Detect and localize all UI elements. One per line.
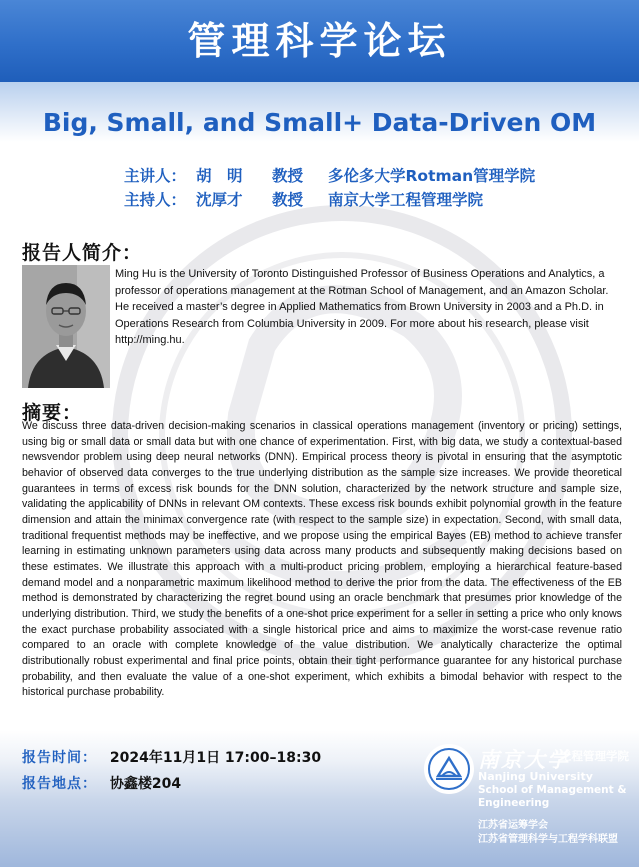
time-row (22, 747, 321, 767)
time-value: 2024年11月1日 17:00–18:30 (109, 750, 322, 766)
speaker-row (124, 164, 535, 188)
logo-university-cn: 南京大学 (478, 747, 570, 772)
speaker-title: 教授 (272, 167, 304, 185)
speaker-block (124, 164, 535, 212)
place-label: 报告地点： (22, 776, 97, 792)
co-organizer-2: 江苏省管理科学与工程学科联盟 (478, 834, 618, 845)
forum-title: 管理科学论坛 (187, 17, 452, 63)
portrait-icon (22, 265, 110, 388)
bio-text: Ming Hu is the University of Toronto Distinguished Professor of Business Operations and Analytics, a professor of operations management at the Rotman School of Management, and an Amazon Scholar. He received a master’s degree in Applied Mathematics from Brown University in 2003 and a Ph.D. in Operations Research from Columbia University in 2009. For more about his research, please visit http://ming.hu. (115, 268, 609, 346)
speaker-name: 胡 明 (196, 167, 243, 185)
place-value: 协鑫楼204 (109, 776, 182, 792)
logo-school-cn: 工程管理学院 (560, 749, 629, 763)
host-name: 沈厚才 (196, 191, 243, 209)
bio-heading: 报告人简介： (22, 242, 143, 264)
speaker-role: 主讲人： (124, 167, 187, 185)
speaker-photo (22, 265, 110, 388)
host-title: 教授 (272, 191, 304, 209)
university-logo-icon (422, 742, 476, 796)
logo-school-en: School of Management & Engineering (478, 784, 627, 809)
talk-title: Big, Small, and Small+ Data-Driven OM (42, 108, 597, 137)
abstract-heading: 摘要： (22, 402, 83, 424)
host-affiliation: 南京大学工程管理学院 (328, 191, 484, 209)
co-organizer-1: 江苏省运筹学会 (478, 820, 548, 831)
host-row (124, 188, 535, 212)
header-banner (0, 0, 639, 82)
place-row (22, 773, 181, 793)
logo-university-en: Nanjing University (478, 770, 593, 783)
host-role: 主持人： (124, 191, 187, 209)
abstract-text: We discuss three data-driven decision-making scenarios in classical operations management (inventory or pricing) settings, using big or small data or small data but with one chance of experimentation. First, with big data, we study a contextual-based newsvendor problem using deep neural networks (DNN). Empirical process theory is pivotal in ensuring that the asymptotic behavior of observed data converges to the true underlying distribution as the sample size increases. We provide theoretical guarantees in terms of excess risk bounds for the DNN solution, characterized by the network structure and sample size, validating the applicability of DNNs in relevant OM contexts. These excess risk bounds exhibit polynomial growth in the feature dimension and attain the minimax convergence rate (with respect to the sample size) in expectation. Second, with small data, traditional frequentist methods may be ineffective, and we propose using the empirical Bayes (EB) method to achieve transfer learning in estimating unknown parameters using data across many products and subsequently making decisions based on these estimates. We illustrate this approach with a multi-product pricing problem, employing a hierarchical feature-based demand model and a nonparametric maximum likelihood method to derive the prior from the data. The effectiveness of the EB method is demonstrated by characterizing the regret bound using an oracle benchmark that presumes prior knowledge of the underlying distribution. Third, we study the benefits of a one-shot price experiment for a seller in setting a price who only knows the exact purchase probability associated with a single historical price and aims to maximize the worst-case revenue ratio compared to an oracle with complete knowledge of the value distribution. We analytically characterize the optimal distributionally robust experimental and final price points, obtain their tight performance guarantee for any historical purchase probability, and then evaluate the value of a one-shot experiment, which exhibits a bimodal behavior with respect to the historical purchase probability. (22, 420, 622, 699)
time-label: 报告时间： (22, 750, 97, 766)
speaker-affiliation: 多伦多大学Rotman管理学院 (328, 167, 536, 185)
